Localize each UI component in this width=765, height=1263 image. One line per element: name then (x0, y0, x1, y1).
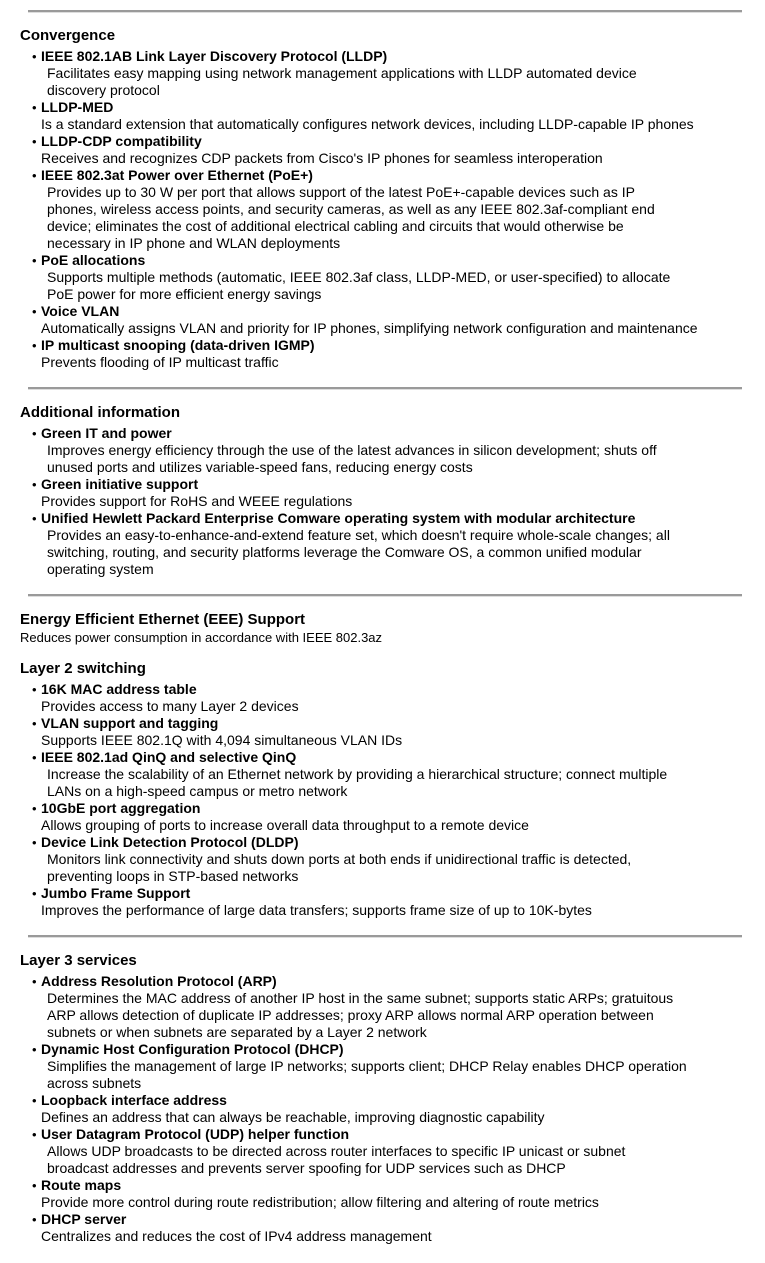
section-layer-2-switching (0, 660, 765, 919)
feature-item (0, 681, 765, 715)
feature-title: • DHCP server (41, 1211, 765, 1228)
feature-description: Improves the performance of large data transfers; supports frame size of up to 10K-bytes (41, 902, 592, 918)
section-divider (28, 387, 742, 390)
feature-item (0, 1126, 765, 1177)
feature-description: Determines the MAC address of another IP host in the same subnet; supports static ARPs; gratuitous ARP allows detection of duplicate IP addresses; proxy ARP allows normal ARP operation between subnets or when subnets are separated by a Layer 2 network (47, 990, 674, 1040)
feature-item (0, 885, 765, 919)
feature-title: • IEEE 802.3at Power over Ethernet (PoE+) (41, 167, 765, 184)
feature-description: Provide more control during route redistribution; allow filtering and altering of route metrics (41, 1194, 599, 1210)
feature-title: • Address Resolution Protocol (ARP) (41, 973, 765, 990)
feature-description: Improves energy efficiency through the use of the latest advances in silicon development; shuts off unused ports and utilizes variable-speed fans, reducing energy costs (47, 442, 657, 475)
feature-title: • 10GbE port aggregation (41, 800, 765, 817)
feature-description: Supports IEEE 802.1Q with 4,094 simultaneous VLAN IDs (41, 732, 403, 748)
feature-title: • User Datagram Protocol (UDP) helper function (41, 1126, 765, 1143)
feature-description: Facilitates easy mapping using network management applications with LLDP automated device discovery protocol (47, 65, 637, 98)
feature-item (0, 133, 765, 167)
feature-description: Receives and recognizes CDP packets from Cisco's IP phones for seamless interoperation (41, 150, 603, 166)
feature-item (0, 167, 765, 252)
section-title: Energy Efficient Ethernet (EEE) Support (20, 611, 306, 628)
feature-title: • Device Link Detection Protocol (DLDP) (41, 834, 765, 851)
feature-item (0, 252, 765, 303)
feature-item (0, 337, 765, 371)
feature-title: • Green initiative support (41, 476, 765, 493)
feature-item (0, 99, 765, 133)
feature-item (0, 303, 765, 337)
feature-title: • Jumbo Frame Support (41, 885, 765, 902)
datasheet-body (0, 10, 765, 1245)
section-title: Convergence (20, 27, 116, 44)
feature-item (0, 834, 765, 885)
section-divider (28, 10, 742, 13)
feature-title: • Dynamic Host Configuration Protocol (DHCP) (41, 1041, 765, 1058)
section-title: Layer 2 switching (20, 660, 146, 677)
feature-item (0, 1041, 765, 1092)
feature-description: Prevents flooding of IP multicast traffic (41, 354, 279, 370)
feature-title: • LLDP-CDP compatibility (41, 133, 765, 150)
feature-description: Provides up to 30 W per port that allows support of the latest PoE+-capable devices such as IP phones, wireless access points, and security cameras, as well as any IEEE 802.3af-compliant end device; eliminates the cost of additional electrical cabling and circuits that would otherwise be necessary in IP phone and WLAN deployments (47, 184, 655, 251)
feature-title: • Route maps (41, 1177, 765, 1194)
feature-title: • Voice VLAN (41, 303, 765, 320)
feature-title: • 16K MAC address table (41, 681, 765, 698)
feature-description: Simplifies the management of large IP networks; supports client; DHCP Relay enables DHCP operation across subnets (47, 1058, 687, 1091)
section-layer-3-services (0, 952, 765, 1245)
section-convergence (0, 27, 765, 371)
feature-item (0, 425, 765, 476)
section-title: Additional information (20, 404, 180, 421)
feature-description: Allows grouping of ports to increase overall data throughput to a remote device (41, 817, 529, 833)
feature-description: Provides access to many Layer 2 devices (41, 698, 299, 714)
feature-item (0, 1177, 765, 1211)
feature-description: Provides support for RoHS and WEEE regulations (41, 493, 353, 509)
feature-description: Centralizes and reduces the cost of IPv4 address management (41, 1228, 432, 1244)
section-divider (28, 935, 742, 938)
feature-list (0, 681, 765, 919)
feature-description: Allows UDP broadcasts to be directed across router interfaces to specific IP unicast or subnet broadcast addresses and prevents server spoofing for UDP services such as DHCP (47, 1143, 626, 1176)
feature-item (0, 973, 765, 1041)
section-title: Layer 3 services (20, 952, 137, 969)
feature-item (0, 715, 765, 749)
feature-description: Automatically assigns VLAN and priority for IP phones, simplifying network configuration and maintenance (41, 320, 698, 336)
feature-title: • VLAN support and tagging (41, 715, 765, 732)
feature-description: Increase the scalability of an Ethernet network by providing a hierarchical structure; connect multiple LANs on a high-speed campus or metro network (47, 766, 668, 799)
feature-title: • PoE allocations (41, 252, 765, 269)
feature-title: • Loopback interface address (41, 1092, 765, 1109)
section-intro-text: Reduces power consumption in accordance with IEEE 802.3az (20, 630, 383, 645)
feature-list (0, 425, 765, 578)
feature-item (0, 800, 765, 834)
feature-title: • IEEE 802.1AB Link Layer Discovery Protocol (LLDP) (41, 48, 765, 65)
feature-title: • Green IT and power (41, 425, 765, 442)
feature-description: Monitors link connectivity and shuts down ports at both ends if unidirectional traffic is detected, preventing loops in STP-based networks (47, 851, 632, 884)
feature-title: • IEEE 802.1ad QinQ and selective QinQ (41, 749, 765, 766)
feature-description: Defines an address that can always be reachable, improving diagnostic capability (41, 1109, 545, 1125)
feature-item (0, 476, 765, 510)
feature-list (0, 973, 765, 1245)
section-additional-information (0, 404, 765, 578)
feature-title: • LLDP-MED (41, 99, 765, 116)
feature-description: Provides an easy-to-enhance-and-extend feature set, which doesn't require whole-scale changes; all switching, routing, and security platforms leverage the Comware OS, a common unified modular operating system (47, 527, 670, 577)
feature-title: • Unified Hewlett Packard Enterprise Comware operating system with modular architecture (41, 510, 765, 527)
section-divider (28, 594, 742, 597)
feature-item (0, 1211, 765, 1245)
feature-item (0, 749, 765, 800)
feature-description: Supports multiple methods (automatic, IEEE 802.3af class, LLDP-MED, or user-specified) to allocate PoE power for more efficient energy savings (47, 269, 671, 302)
feature-description: Is a standard extension that automatically configures network devices, including LLDP-capable IP phones (41, 116, 694, 132)
feature-item (0, 510, 765, 578)
feature-list (0, 48, 765, 371)
section-energy-efficient-ethernet-eee-support (0, 611, 765, 646)
feature-item (0, 48, 765, 99)
feature-item (0, 1092, 765, 1126)
feature-title: • IP multicast snooping (data-driven IGMP) (41, 337, 765, 354)
